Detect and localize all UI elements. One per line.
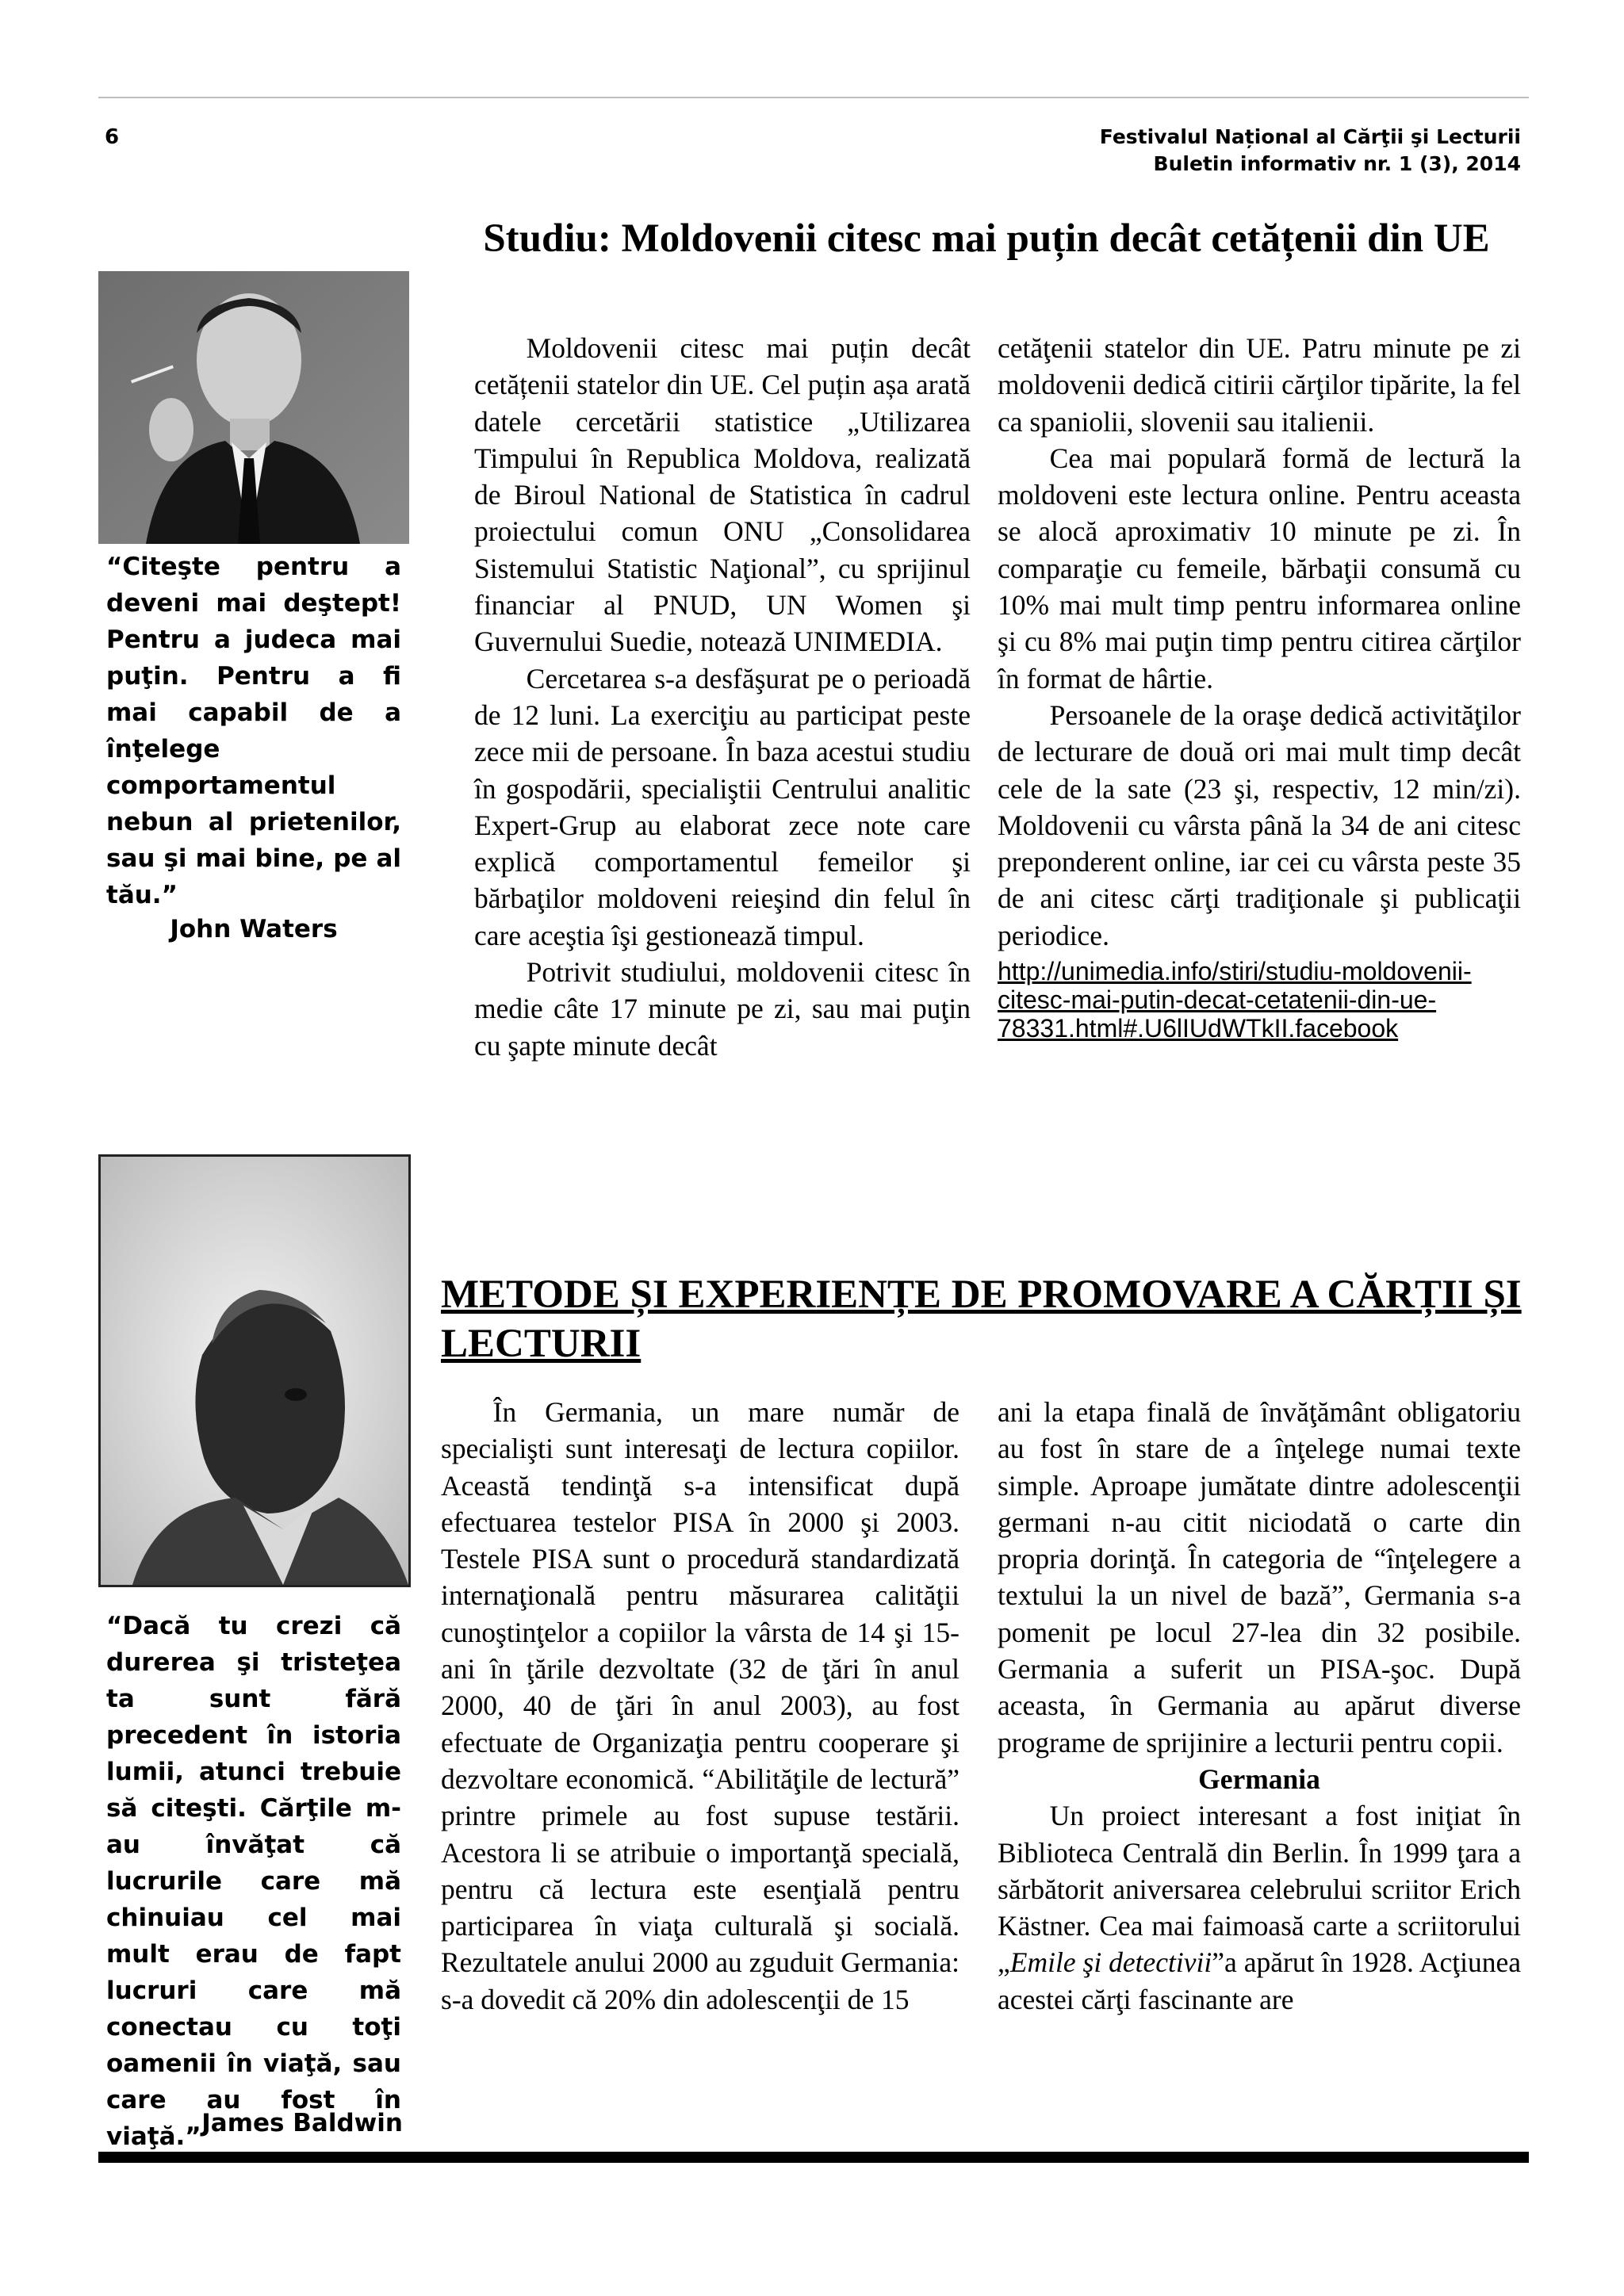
article1-paragraph: Cea mai populară formă de lectură la moldoveni este lectura online. Pentru aceasta se alocă aproximativ 10 minute pe zi. În comparaţie cu femeile, bărbaţii consumă cu 10% mai mult timp pentru informarea online şi cu 8% mai puţin timp pentru citirea cărţilor în format de hârtie. [998, 442, 1521, 695]
article1-paragraph: Persoanele de la oraşe dedică activităţilor de lecturare de două ori mai mult timp decât cele de la sate (23 şi, respectiv, 12 min/zi). Moldovenii cu vârsta până la 34 de ani citesc preponderent online, iar cei cu vârsta peste 35 de ani citesc cărţi tradiţionale şi publicaţii periodice. [998, 698, 1521, 951]
article2-column2 [998, 1394, 1521, 2018]
publication-header [1100, 124, 1521, 178]
article2-text: Un proiect interesant a fost iniţiat în Biblioteca Centrală din Berlin. În 1999 ţara a sărbătorit aniversarea celebrului scriitor Erich Kästner. Cea mai faimoasă carte a scriitorului „ [998, 1800, 1521, 1979]
page-number: 6 [105, 125, 120, 149]
header-rule [98, 97, 1529, 98]
article2-text: ”a apărut în 1928. Acţiunea acestei cărţi fascinante are [998, 1946, 1522, 2015]
publication-title: Festivalul Național al Cărţii şi Lecturii [1099, 125, 1521, 148]
article1-column2 [998, 330, 1521, 1043]
article2-column1 [441, 1394, 959, 2018]
article2-paragraph: În Germania, un mare număr de specialişti sunt interesaţi de lectura copiilor. Această tendinţă s-a intensificat după efectuarea testelor PISA în 2000 şi 2003. Testele PISA sunt o procedură standardizată internaţională pentru măsurarea calităţii cunoştinţelor a copiilor la vârsta de 14 şi 15-ani în ţările dezvoltate (32 de ţări în anul 2000, 40 de ţări în anul 2003), au fost efectuate de Organizaţia pentru cooperare şi dezvoltare economică. “Abilităţile de lectură” printre primele au fost supuse testării. Acestora li se atribuie o importanţă specială, pentru că lectura este esenţială pentru participarea în viaţa culturală şi socială. Rezultatele anului 2000 au zguduit Germania: s-a dovedit că 20% din adolescenţii de 15 [441, 1396, 959, 2015]
article1-paragraph: Potrivit studiului, moldovenii citesc în medie câte 17 minute pe zi, sau mai puţin cu şapte minute decât [474, 956, 971, 1062]
article1-column1 [474, 330, 971, 1064]
quote-james-baldwin: “Dacă tu crezi că durerea şi tristeţea ta sunt fără precedent în istoria lumii, atunci trebuie să citeşti. Cărţile m-au învăţat că lucrurile care mă chinuiau cel mai mult erau de fapt lucruri care mă conectau cu toţi oamenii în viaţă, sau care au fost în viaţă.” [106, 1612, 401, 2151]
article2-subheading: Germania [1198, 1762, 1320, 1795]
article1-paragraph: Moldovenii citesc mai puțin decât cetățenii statelor din UE. Cel puțin așa arată datele cercetării statistice „Utilizarea Timpului în Republica Moldova, realizată de Biroul National de Statistica în cadrul proiectului comun ONU „Consolidarea Sistemului Statistic Naţional”, cu sprijinul financiar al PNUD, UN Women şi Guvernului Suedie, notează UNIMEDIA. [474, 332, 971, 658]
article2-paragraph [998, 1797, 1521, 2018]
article1-paragraph: cetăţenii statelor din UE. Patru minute pe zi moldovenii dedică citirii cărţilor tipărite, la fel ca spaniolii, slovenii sau italienii. [998, 332, 1521, 438]
portrait-john-waters [98, 271, 409, 544]
book-title: Emile şi detectivii [1009, 1946, 1212, 1979]
article1-title: Studiu: Moldovenii citesc mai puțin decât cetățenii din UE [483, 216, 1490, 261]
article1-paragraph: Cercetarea s-a desfăşurat pe o perioadă de 12 luni. La exerciţiu au participat peste zece mii de persoane. În baza acestui studiu în gospodării, specialiştii Centrului analitic Expert-Grup au elaborat zece note care explică comportamentul femeilor şi bărbaţilor moldoveni reieşind din felul în care aceştia îşi gestionează timpul. [474, 662, 971, 951]
author-john-waters: John Waters [170, 915, 338, 943]
issue-info: Buletin informativ nr. 1 (3), 2014 [1153, 152, 1521, 175]
source-link[interactable]: http://unimedia.info/stiri/studiu-moldovenii-citesc-mai-putin-decat-cetatenii-din-ue-78331.html#.U6lIUdWTkII.facebook [998, 957, 1472, 1043]
quote-john-waters: “Citeşte pentru a deveni mai deştept! Pentru a judeca mai puţin. Pentru a fi mai capabil de a înţelege comportamentul nebun al prietenilor, sau şi mai bine, pe al tău.” [106, 553, 401, 909]
portrait-james-baldwin-image [101, 1157, 408, 1585]
article2-title: METODE ȘI EXPERIENȚE DE PROMOVARE A CĂRȚII ȘI LECTURII [441, 1272, 1522, 1366]
portrait-james-baldwin [98, 1154, 411, 1587]
article2-paragraph: ani la etapa finală de învăţământ obligatoriu au fost în stare de a înţelege numai texte simple. Aproape jumătate dintre adolescenţii germani n-au citit niciodată o carte din propria dorinţă. În categoria de “înţelegere a textului la un nivel de bază”, Germania s-a pomenit pe locul 27-lea din 32 posibile. Germania a suferit un PISA-şoc. După aceasta, în Germania au apărut diverse programe de sprijinire a lecturii pentru copii. [998, 1396, 1521, 1758]
footer-rule [98, 2152, 1529, 2163]
author-james-baldwin: James Baldwin [201, 2109, 403, 2137]
portrait-john-waters-image [98, 271, 409, 544]
